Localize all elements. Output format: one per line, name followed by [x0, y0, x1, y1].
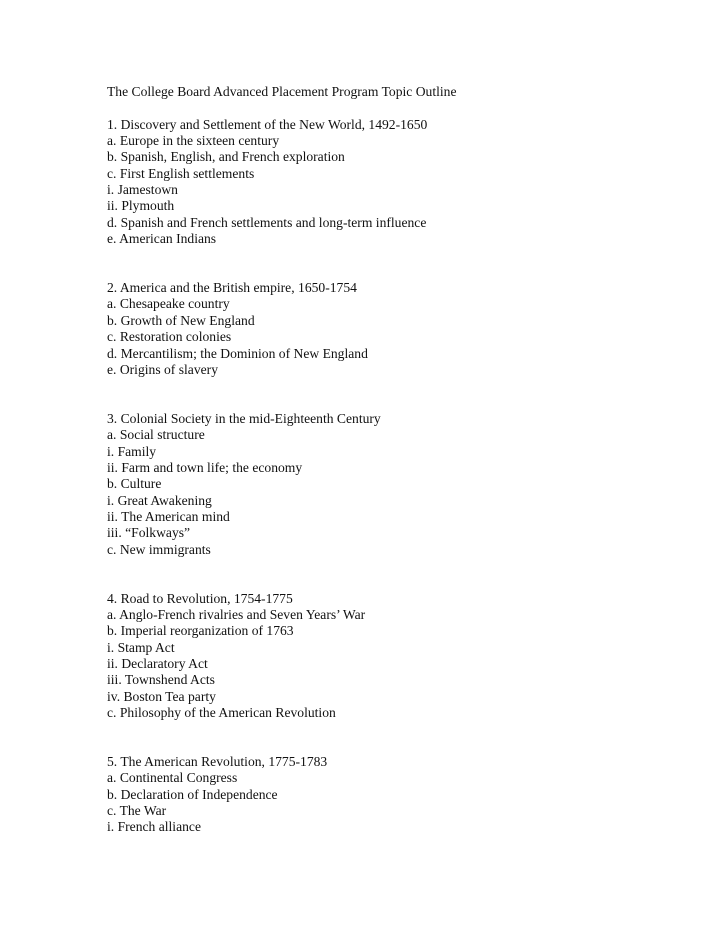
outline-subitem: i. Stamp Act [107, 639, 175, 655]
outline-subitem: ii. Declaratory Act [107, 656, 208, 672]
outline-subitem: ii. Farm and town life; the economy [107, 459, 303, 475]
outline-item: d. Mercantilism; the Dominion of New England [107, 345, 368, 361]
outline-subitem: iv. Boston Tea party [107, 688, 216, 704]
outline-item: a. Social structure [107, 427, 205, 443]
outline-item: d. Spanish and French settlements and long-term influence [107, 214, 427, 230]
section-heading: 1. Discovery and Settlement of the New World, 1492-1650 [107, 116, 428, 132]
outline-item: b. Imperial reorganization of 1763 [107, 623, 294, 639]
outline-item: c. First English settlements [107, 165, 255, 181]
outline-subitem: i. French alliance [107, 819, 201, 835]
outline-item: a. Anglo-French rivalries and Seven Years’ War [107, 607, 366, 622]
outline-item: a. Continental Congress [107, 770, 238, 786]
outline-subitem: i. Great Awakening [107, 492, 212, 508]
document-title: The College Board Advanced Placement Program Topic Outline [107, 84, 457, 99]
outline-subitem: ii. Plymouth [107, 198, 175, 214]
outline-item: e. Origins of slavery [107, 361, 218, 377]
outline-item: c. New immigrants [107, 541, 211, 557]
outline-subitem: i. Jamestown [107, 182, 178, 198]
outline-subitem: ii. The American mind [107, 508, 230, 524]
outline-item: a. Europe in the sixteen century [107, 133, 280, 149]
section-heading: 5. The American Revolution, 1775-1783 [107, 754, 328, 770]
outline-item: a. Chesapeake country [107, 296, 230, 312]
section-heading: 4. Road to Revolution, 1754-1775 [107, 590, 293, 606]
outline-subitem: i. Family [107, 443, 157, 459]
topic-outline [107, 84, 667, 836]
outline-item: c. Restoration colonies [107, 329, 232, 345]
outline-item: b. Declaration of Independence [107, 786, 278, 802]
section-heading: 3. Colonial Society in the mid-Eighteenth Century [107, 410, 381, 426]
outline-item: e. American Indians [107, 231, 217, 247]
outline-section-1 [107, 117, 667, 248]
outline-item: c. The War [107, 803, 167, 819]
section-heading: 2. America and the British empire, 1650-1754 [107, 280, 357, 296]
outline-subitem: iii. “Folkways” [107, 525, 191, 541]
outline-item: c. Philosophy of the American Revolution [107, 705, 336, 721]
outline-subitem: iii. Townshend Acts [107, 672, 215, 688]
outline-section-2 [107, 280, 667, 378]
outline-section-5 [107, 754, 667, 836]
outline-item: b. Spanish, English, and French exploration [107, 149, 345, 165]
outline-item: b. Growth of New England [107, 312, 255, 328]
outline-section-4 [107, 591, 667, 722]
outline-item: b. Culture [107, 476, 162, 492]
outline-section-3 [107, 411, 667, 558]
